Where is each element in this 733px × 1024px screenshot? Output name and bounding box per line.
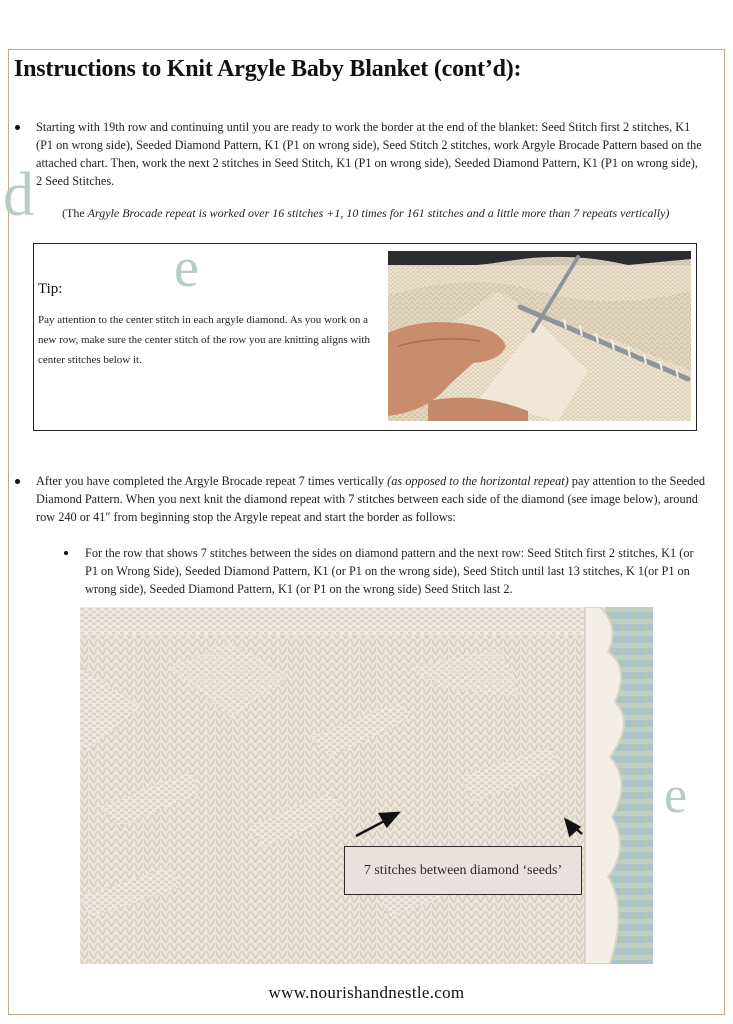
note-italic: Argyle Brocade repeat is worked over 16 stitches +1, 10 times for 161 stitches and a little more than 7 repeats vertically) — [87, 206, 670, 220]
tip-label: Tip: — [38, 281, 63, 297]
footer-website: www.nourishandnestle.com — [268, 983, 465, 1002]
bullet-2-italic: (as opposed to the horizontal repeat) — [387, 474, 569, 488]
decorative-letter-e: e — [174, 237, 199, 299]
tip-text: Pay attention to the center stitch in each argyle diamond. As you work on a new row, make sure the center stitch of the row you are knitting aligns with center stitches below it. — [38, 314, 370, 366]
bullet-icon — [15, 125, 20, 130]
instruction-sub-bullet: For the row that shows 7 stitches between the sides on diamond pattern and the next row: Seed Stitch first 2 stitches, K1 (or P1 on Wrong Side), Seeded Diamond Pattern, K1 (or P1 on the wrong side), Seed Stitch until last 13 stitches, K 1(or P1 on wrong side), Seeded Diamond Pattern, K1 (or P1 on the wrong side) Seed Stitch last 2. — [85, 546, 694, 596]
instruction-bullet-2 — [36, 472, 706, 526]
decorative-letter-d: d — [3, 161, 34, 229]
bullet-icon — [15, 479, 20, 484]
knitting-hand-photo — [388, 251, 691, 421]
instruction-bullet-1: Starting with 19th row and continuing until you are ready to work the border at the end of the blanket: Seed Stitch first 2 stitches, K1 (P1 on wrong side), Seeded Diamond Pattern, K1 (P1 on wrong side), Seed Stitch 2 stitches, work Argyle Brocade Pattern based on the attached chart. Then, work the next 2 stitches in Seed Stitch, K1 (P1 on wrong side), Seeded Diamond Pattern, K1 (P1 on wrong side), 2 Seed Stitches. — [36, 120, 702, 188]
sub-bullet-icon — [64, 551, 68, 555]
bullet-2-text-after: pay attention to the Seeded Diamond Pattern. When you next knit the diamond repeat with 7 stitches between each side of the diamond (see image below), around row 240 or 41″ from beginning stop the Argyle repeat and start the border as follows: — [36, 474, 705, 524]
stitch-callout-label: 7 stitches between diamond ‘seeds’ — [344, 846, 582, 895]
note-prefix: (The — [62, 206, 88, 220]
tip-photo — [388, 251, 691, 421]
seeded-diamond-photo — [80, 607, 653, 964]
repeat-note — [62, 204, 712, 222]
page-title: Instructions to Knit Argyle Baby Blanket (cont’d): — [14, 56, 522, 82]
bullet-2-text-before: After you have completed the Argyle Brocade repeat 7 times vertically — [36, 474, 388, 488]
decorative-letter-e: e — [664, 767, 688, 824]
knit-texture-image — [80, 607, 653, 964]
